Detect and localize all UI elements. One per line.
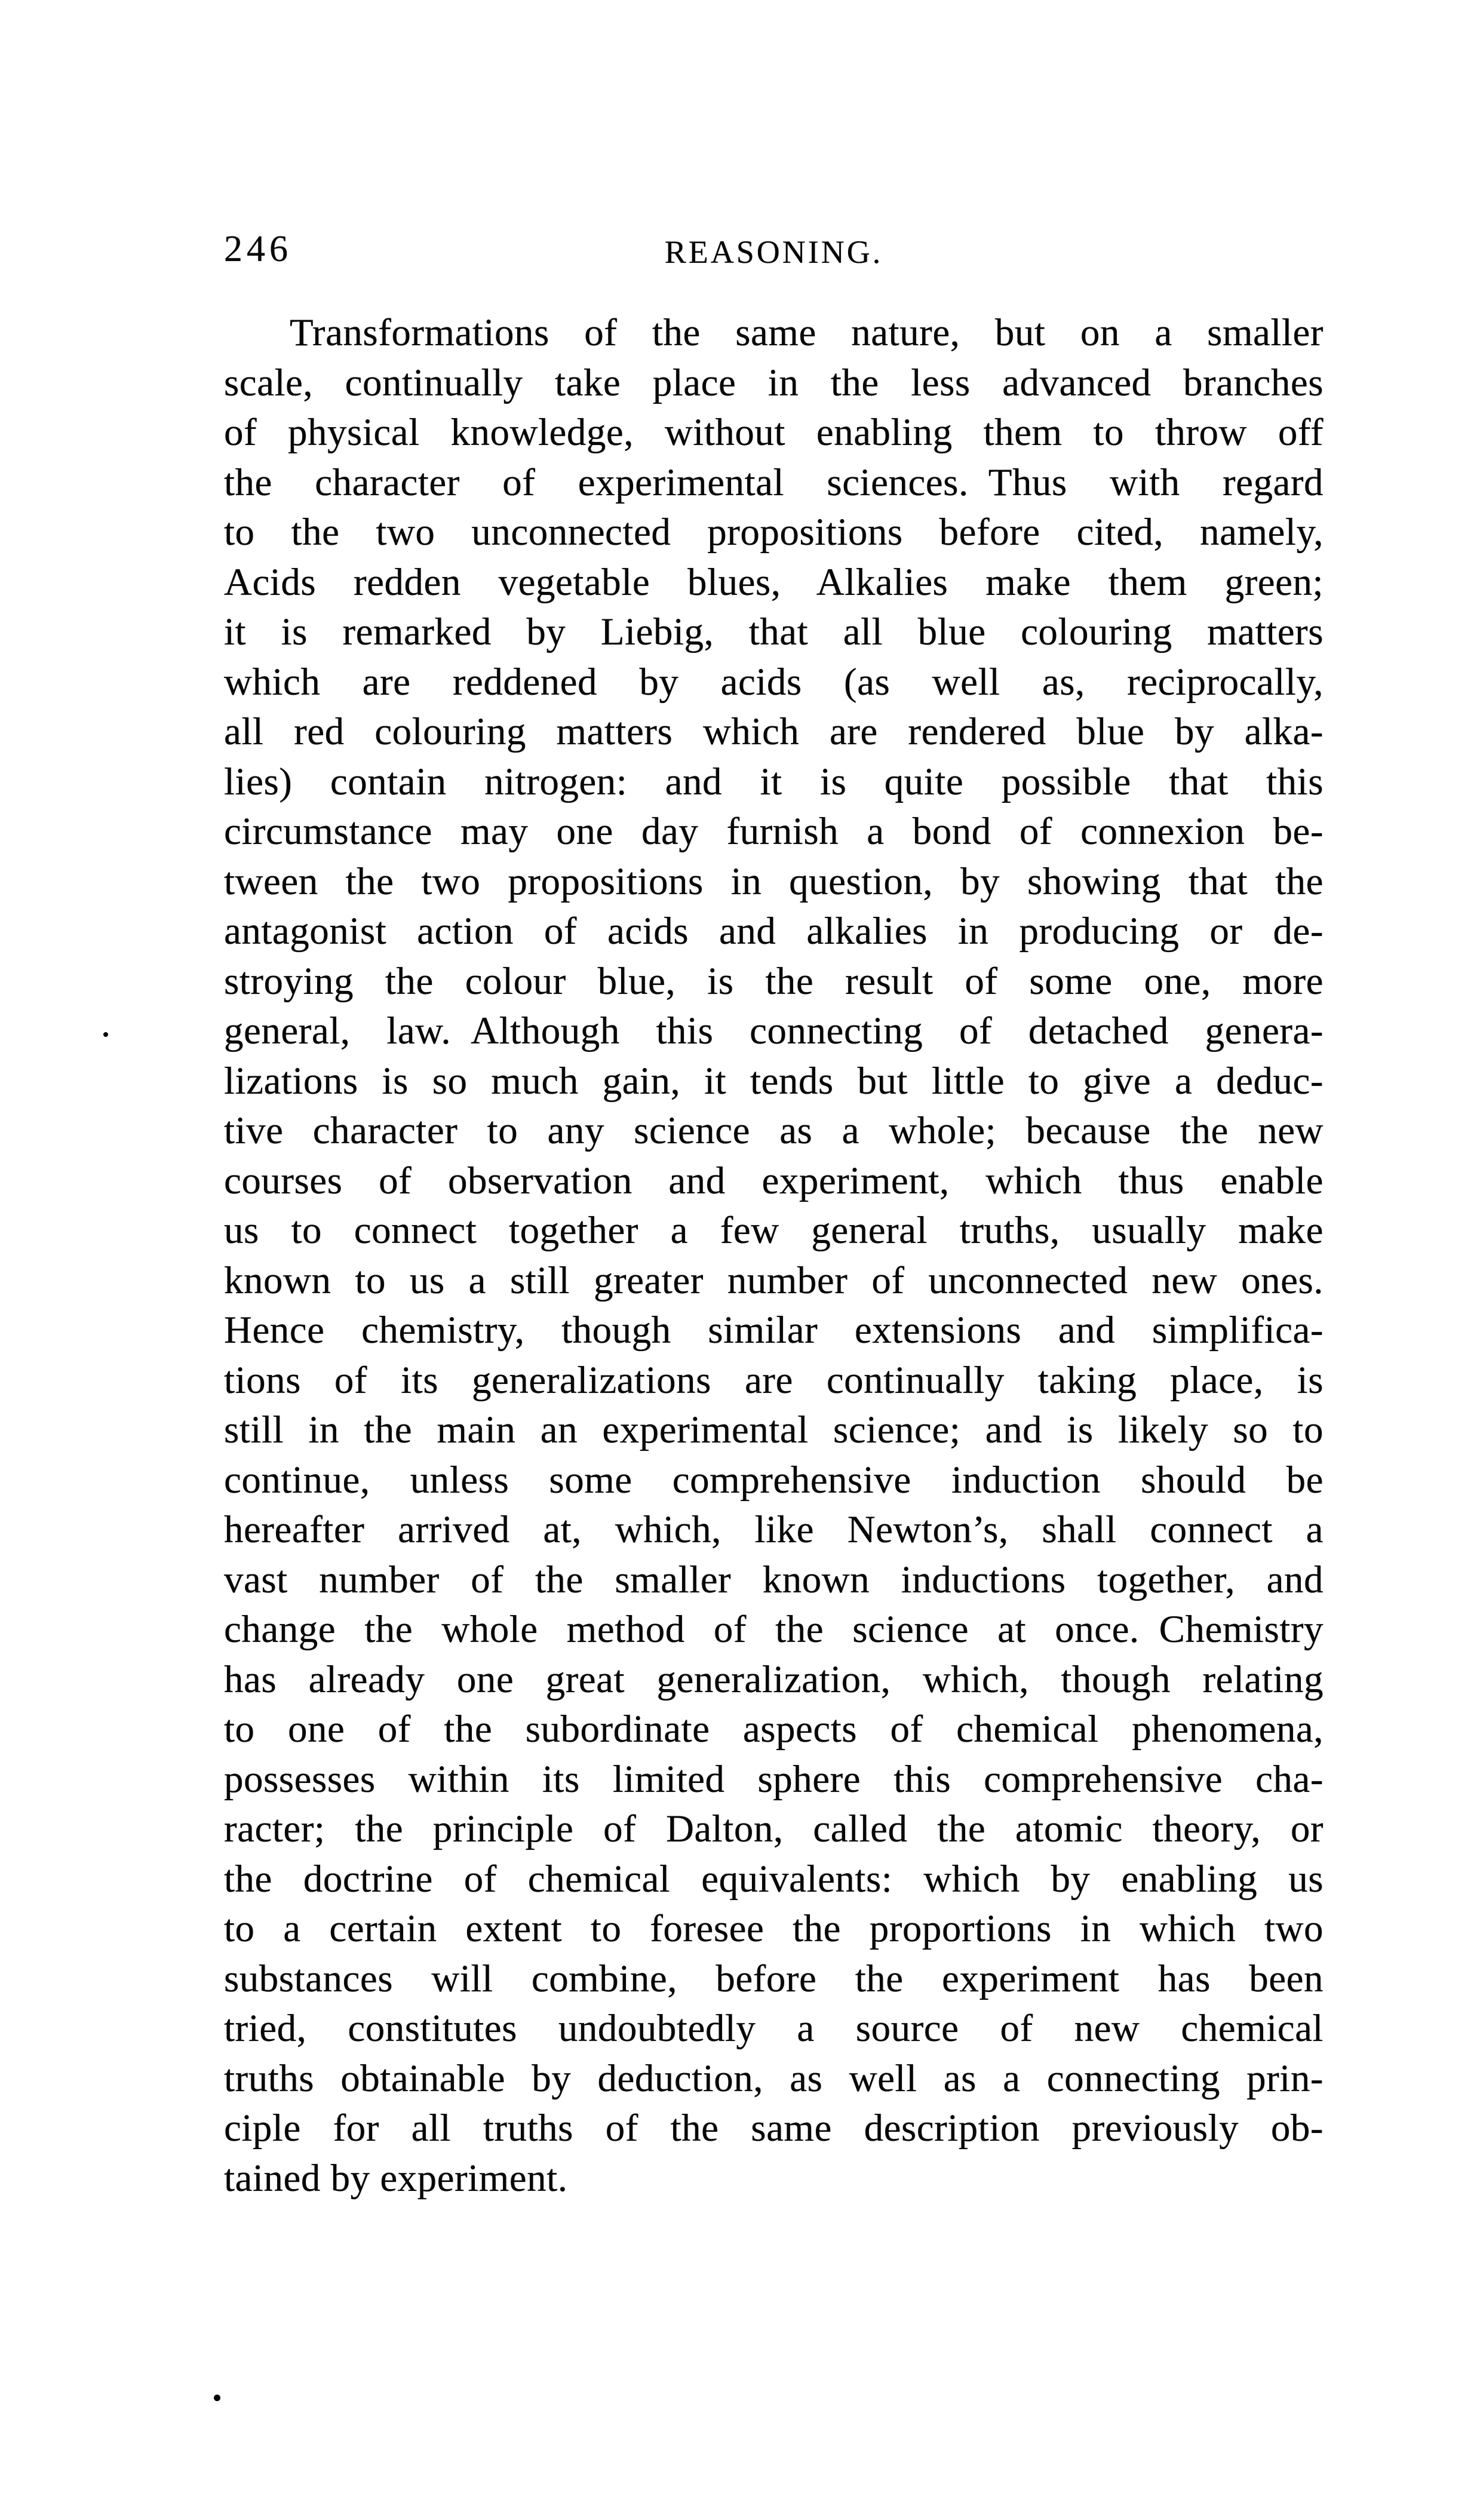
text-line: has already one great generalization, which, though relating — [224, 1658, 1324, 1701]
text-line: general, law. Although this connecting of detached genera- — [224, 1009, 1324, 1052]
text-line: Transformations of the same nature, but on a smaller — [290, 311, 1324, 354]
text-line: ciple for all truths of the same description previously ob- — [224, 2107, 1324, 2150]
text-line: to the two unconnected propositions before cited, namely, — [224, 511, 1324, 554]
text-line: circumstance may one day furnish a bond of connexion be- — [224, 810, 1324, 853]
text-line: vast number of the smaller known inductions together, and — [224, 1558, 1324, 1601]
text-line: which are reddened by acids (as well as, reciprocally, — [224, 660, 1324, 704]
text-line: still in the main an experimental science; and is likely so to — [224, 1408, 1324, 1451]
text-line: of physical knowledge, without enabling them to throw off — [224, 411, 1324, 454]
text-line: stroying the colour blue, is the result of some one, more — [224, 959, 1324, 1003]
text-line: scale, continually take place in the less advanced branches — [224, 361, 1324, 404]
text-line: truths obtainable by deduction, as well as a connecting prin- — [224, 2056, 1324, 2100]
text-line: Hence chemistry, though similar extensions and simplifica- — [224, 1309, 1324, 1352]
page-number: 246 — [224, 229, 292, 269]
text-line: tive character to any science as a whole; because the new — [224, 1109, 1324, 1152]
text-line: the character of experimental sciences. Thus with regard — [224, 461, 1324, 504]
text-line: hereafter arrived at, which, like Newton’s, shall connect a — [224, 1508, 1324, 1551]
text-line: all red colouring matters which are rendered blue by alka- — [224, 710, 1324, 753]
text-line: tried, constitutes undoubtedly a source of new chemical — [224, 2007, 1324, 2050]
running-head: REASONING. — [664, 234, 883, 270]
text-line: courses of observation and experiment, which thus enable — [224, 1159, 1324, 1202]
text-line: to a certain extent to foresee the proportions in which two — [224, 1907, 1324, 1950]
text-line: substances will combine, before the experiment has been — [224, 1957, 1324, 2000]
text-line: continue, unless some comprehensive induction should be — [224, 1458, 1324, 1502]
text-line: antagonist action of acids and alkalies in producing or de- — [224, 910, 1324, 953]
text-line: the doctrine of chemical equivalents: which by enabling us — [224, 1857, 1324, 1901]
text-line: tions of its generalizations are continually taking place, is — [224, 1358, 1324, 1402]
text-line: change the whole method of the science at once. Chemistry — [224, 1608, 1324, 1651]
text-line: to one of the subordinate aspects of chemical phenomena, — [224, 1708, 1324, 1751]
text-line: it is remarked by Liebig, that all blue colouring matters — [224, 610, 1324, 653]
text-line: racter; the principle of Dalton, called the atomic theory, or — [224, 1807, 1324, 1850]
text-line: known to us a still greater number of unconnected new ones. — [224, 1259, 1324, 1302]
text-line: lies) contain nitrogen: and it is quite possible that this — [224, 760, 1324, 803]
ink-speck-bottom — [214, 2395, 220, 2401]
ink-speck-margin — [103, 1032, 108, 1037]
text-line: tained by experiment. — [224, 2156, 568, 2200]
paragraph — [224, 308, 1324, 2203]
text-line: possesses within its limited sphere this comprehensive cha- — [224, 1757, 1324, 1801]
text-line: tween the two propositions in question, by showing that the — [224, 860, 1324, 903]
text-line: us to connect together a few general truths, usually make — [224, 1209, 1324, 1252]
text-line: lizations is so much gain, it tends but little to give a deduc- — [224, 1059, 1324, 1103]
text-line: Acids redden vegetable blues, Alkalies make them green; — [224, 560, 1324, 604]
